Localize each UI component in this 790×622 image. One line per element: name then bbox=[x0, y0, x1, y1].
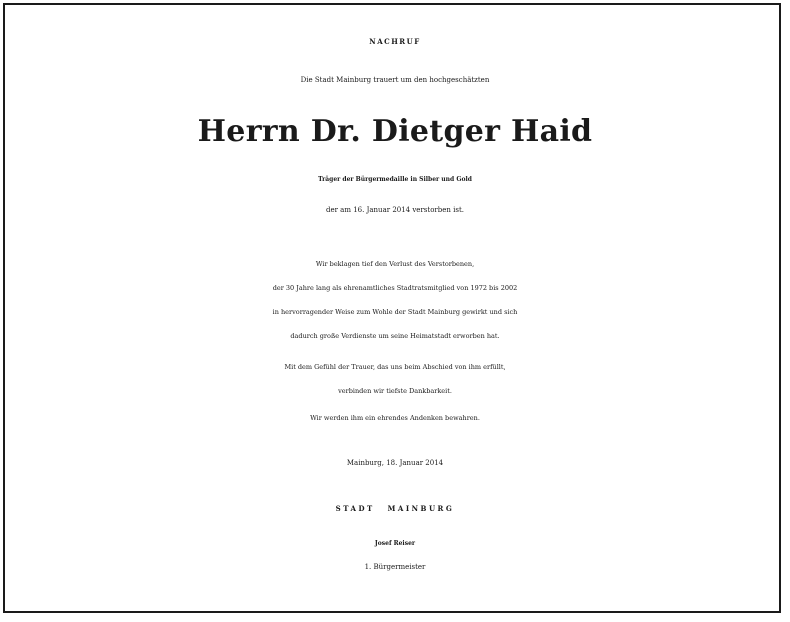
signer-name: Josef Reiser bbox=[374, 540, 416, 547]
gratitude-line: Mit dem Gefühl der Trauer, das uns beim Abschied von ihm erfüllt, bbox=[284, 363, 506, 371]
tribute-paragraph bbox=[0, 252, 790, 348]
tribute-line: der 30 Jahre lang als ehrenamtliches Stadtratsmitglied von 1972 bis 2002 bbox=[272, 284, 518, 292]
notice-heading: NACHRUF bbox=[369, 37, 421, 46]
gratitude-line: verbinden wir tiefste Dankbarkeit. bbox=[338, 387, 452, 395]
signer-title: 1. Bürgermeister bbox=[364, 563, 426, 571]
deceased-name: Herrn Dr. Dietger Haid bbox=[197, 114, 593, 149]
remembrance-text: Wir werden ihm ein ehrendes Andenken bewahren. bbox=[310, 414, 480, 422]
intro-text: Die Stadt Mainburg trauert um den hochgeschätzten bbox=[300, 76, 490, 84]
honor-text: Träger der Bürgermedaille in Silber und Gold bbox=[318, 176, 472, 183]
gratitude-paragraph bbox=[0, 355, 790, 403]
tribute-line: dadurch große Verdienste um seine Heimatstadt erworben hat. bbox=[290, 332, 500, 340]
tribute-line: in hervorragender Weise zum Wohle der Stadt Mainburg gewirkt und sich bbox=[272, 308, 518, 316]
tribute-line: Wir beklagen tief den Verlust des Verstorbenen, bbox=[315, 260, 475, 268]
death-date-text: der am 16. Januar 2014 verstorben ist. bbox=[325, 206, 464, 214]
place-date: Mainburg, 18. Januar 2014 bbox=[346, 459, 444, 467]
organization-name: STADT MAINBURG bbox=[335, 504, 455, 513]
